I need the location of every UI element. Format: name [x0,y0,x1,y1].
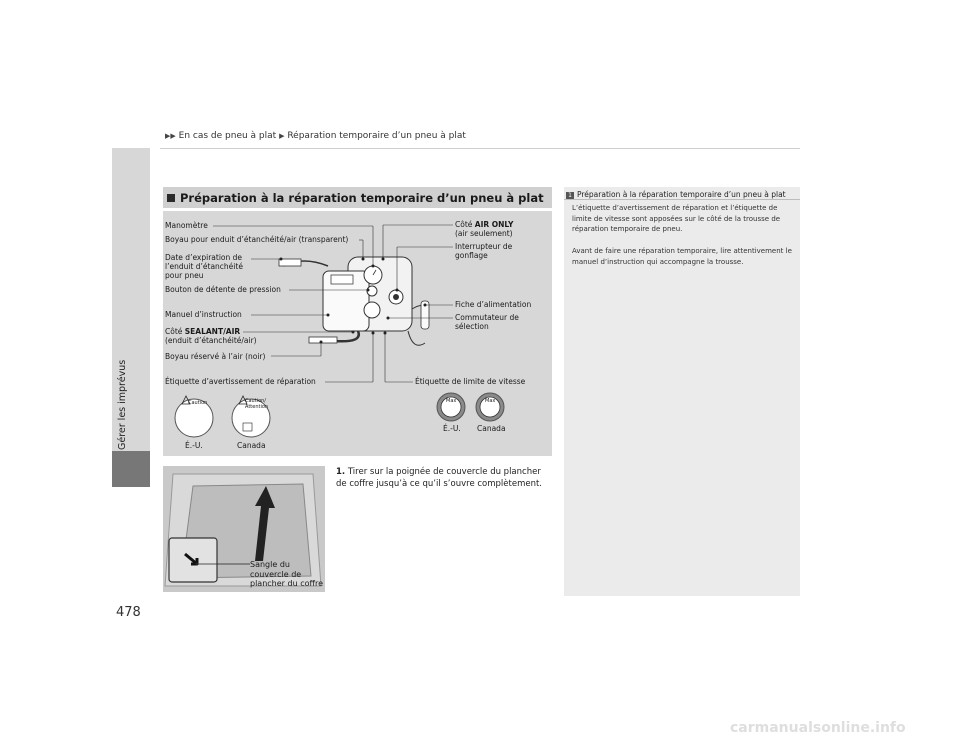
label-fiche: Fiche d’alimentation [455,300,532,309]
section-title: Préparation à la réparation temporaire d’un pneu à plat [180,190,544,205]
photo-label-3: plancher du coffre [250,579,324,588]
label-commutateur-1: Commutateur de [455,313,519,322]
label-date-expiration-3: pour pneu [165,271,204,280]
label-interrupteur-2: gonflage [455,251,488,260]
label-cote-air-2: (air seulement) [455,229,513,238]
label-interrupteur-1: Interrupteur de [455,242,513,251]
breadcrumb [165,131,466,141]
note-paragraph-2: Avant de faire une réparation temporaire, lire attentivement le manuel d’instruction qui accompagne la trousse. [572,247,792,266]
step-number: 1. [336,467,346,477]
photo-label [250,560,323,589]
label-date-expiration-1: Date d’expiration de [165,253,243,262]
breadcrumb-part-2[interactable]: Réparation temporaire d’un pneu à plat [287,131,466,141]
label-etiquette-avertissement: Étiquette d’avertissement de réparation [165,377,316,386]
breadcrumb-arrow-icon: ▶▶ [165,132,176,140]
label-bouton-detente: Bouton de détente de pression [165,285,281,294]
label-cote-air-bold: AIR ONLY [474,220,514,229]
note-title-text: Préparation à la réparation temporaire d’un pneu à plat [577,190,786,199]
label-commutateur-2: sélection [455,322,489,331]
label-boyau-enduit: Boyau pour enduit d’étanchéité/air (transparent) [165,235,349,244]
caption-eu-left: É.-U. [185,441,203,450]
kit-diagram [163,211,552,456]
section-square-icon [167,194,175,202]
label-etiquette-vitesse: Étiquette de limite de vitesse [415,377,526,386]
page-number: 478 [116,605,141,620]
label-manometre: Manomètre [165,221,208,230]
sticker-caution-text: Caution [188,400,208,406]
header-rule [160,148,800,149]
photo-label-2: couvercle de [250,569,302,579]
breadcrumb-arrow-icon: ▶ [279,132,285,140]
caption-canada-left: Canada [237,441,266,450]
label-date-expiration-2: l’enduit d’étanchéité [165,262,243,271]
sticker-max-eu: Max [446,398,457,404]
label-cote-sealant-2: (enduit d’étanchéité/air) [165,336,257,345]
note-paragraph-1: L’étiquette d’avertissement de réparation et l’étiquette de limite de vitesse sont apposées sur le côté de la trousse de réparation temporaire de pneu. [572,204,781,233]
label-cote-air-prefix: Côté [455,220,475,229]
label-cote-air [455,220,513,229]
watermark: carmanualsonline.info [730,720,906,736]
note-rule [564,199,800,200]
label-cote-sealant [165,327,240,336]
step-1 [336,466,552,490]
section-header [163,187,552,208]
sticker-caution-attention-1: Caution/ [245,398,266,404]
chapter-tab[interactable] [112,451,150,487]
caption-canada-right: Canada [477,424,506,433]
label-cote-sealant-bold: SEALANT/AIR [184,327,241,336]
breadcrumb-part-1[interactable]: En cas de pneu à plat [178,131,277,141]
label-manuel: Manuel d’instruction [165,310,242,319]
chapter-label: Gérer les imprévus [117,359,128,450]
caption-eu-right: É.-U. [443,424,461,433]
photo-label-1: Sangle du [250,560,290,569]
sticker-caution-attention-2: Attention [245,404,269,410]
sticker-max-canada: Max [485,398,496,404]
step-text: Tirer sur la poignée de couvercle du plancher de coffre jusqu’à ce qu’il s’ouvre complètement. [336,467,543,489]
label-cote-sealant-prefix: Côté [165,327,185,336]
label-boyau-air: Boyau réservé à l’air (noir) [165,352,266,361]
note-icon: 1 [566,192,574,200]
